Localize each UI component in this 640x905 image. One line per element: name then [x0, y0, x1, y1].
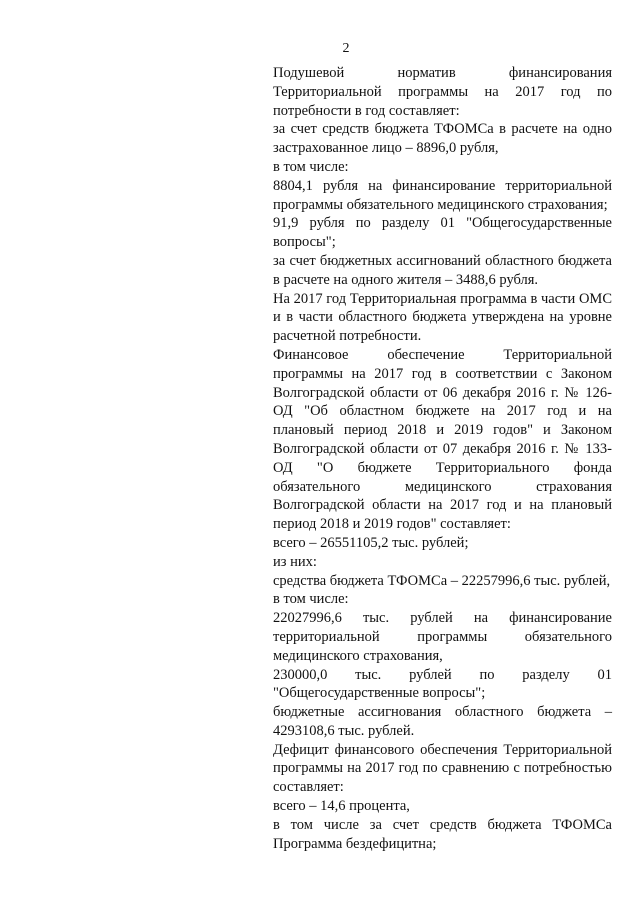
paragraph-tfoms-funds: средства бюджета ТФОМСа – 22257996,6 тыс. рублей, — [273, 572, 611, 589]
paragraph-including-1: в том числе: — [273, 158, 349, 175]
paragraph-deficit-tfoms: в том числе за счет средств бюджета ТФОМСа Программа бездефицитна; — [273, 816, 612, 852]
paragraph-per-capita-standard: Подушевой норматив финансирования Территориальной программы на 2017 год по потребности в год составляет: — [273, 65, 612, 119]
paragraph-program-approved: На 2017 год Территориальная программа в части ОМС и в части областного бюджета утверждена на уровне расчетной потребности. — [273, 290, 612, 345]
paragraph-regional-per-resident: за счет бюджетных ассигнований областного бюджета в расчете на одного жителя – 3488,6 рубля. — [273, 252, 612, 288]
paragraph-total: всего – 26551105,2 тыс. рублей; — [273, 534, 469, 551]
paragraph-including-2: в том числе: — [273, 591, 349, 608]
paragraph-of-them: из них: — [273, 553, 317, 570]
paragraph-tfoms-per-insured: за счет средств бюджета ТФОМСа в расчете на одно застрахованное лицо – 8896,0 рубля, — [273, 121, 612, 157]
paragraph-oms-financing: 8804,1 рубля на финансирование территориальной программы обязательного медицинского страхования; — [273, 177, 612, 213]
paragraph-oms-thousand: 22027996,6 тыс. рублей на финансирование территориальной программы обязательного медицинского страхования, — [273, 610, 612, 664]
document-body — [273, 64, 612, 853]
paragraph-financial-provision: Финансовое обеспечение Территориальной программы на 2017 год в соответствии с Законом Волгоградской области от 06 декабря 2016 г. № 126-ОД "Об областном бюджете на 2017 год и на плановый период 2018 и 2019 годов" и Законом Волгоградской области от 07 декабря 2016 г. № 133-ОД "О бюджете Территориального фонда обязательного медицинского страхования Волгоградской области на 2017 год и на плановый период 2018 и 2019 годов" составляет: — [273, 346, 612, 533]
paragraph-deficit-total: всего – 14,6 процента, — [273, 798, 410, 815]
paragraph-section-01: 91,9 рубля по разделу 01 "Общегосударственные вопросы"; — [273, 215, 612, 251]
page-number: 2 — [342, 41, 350, 56]
paragraph-regional-allocations: бюджетные ассигнования областного бюджета – 4293108,6 тыс. рублей. — [273, 704, 612, 739]
paragraph-deficit: Дефицит финансового обеспечения Территориальной программы на 2017 год по сравнению с потребностью составляет: — [273, 741, 612, 796]
paragraph-section-01-thousand: 230000,0 тыс. рублей по разделу 01 "Общегосударственные вопросы"; — [273, 666, 612, 702]
